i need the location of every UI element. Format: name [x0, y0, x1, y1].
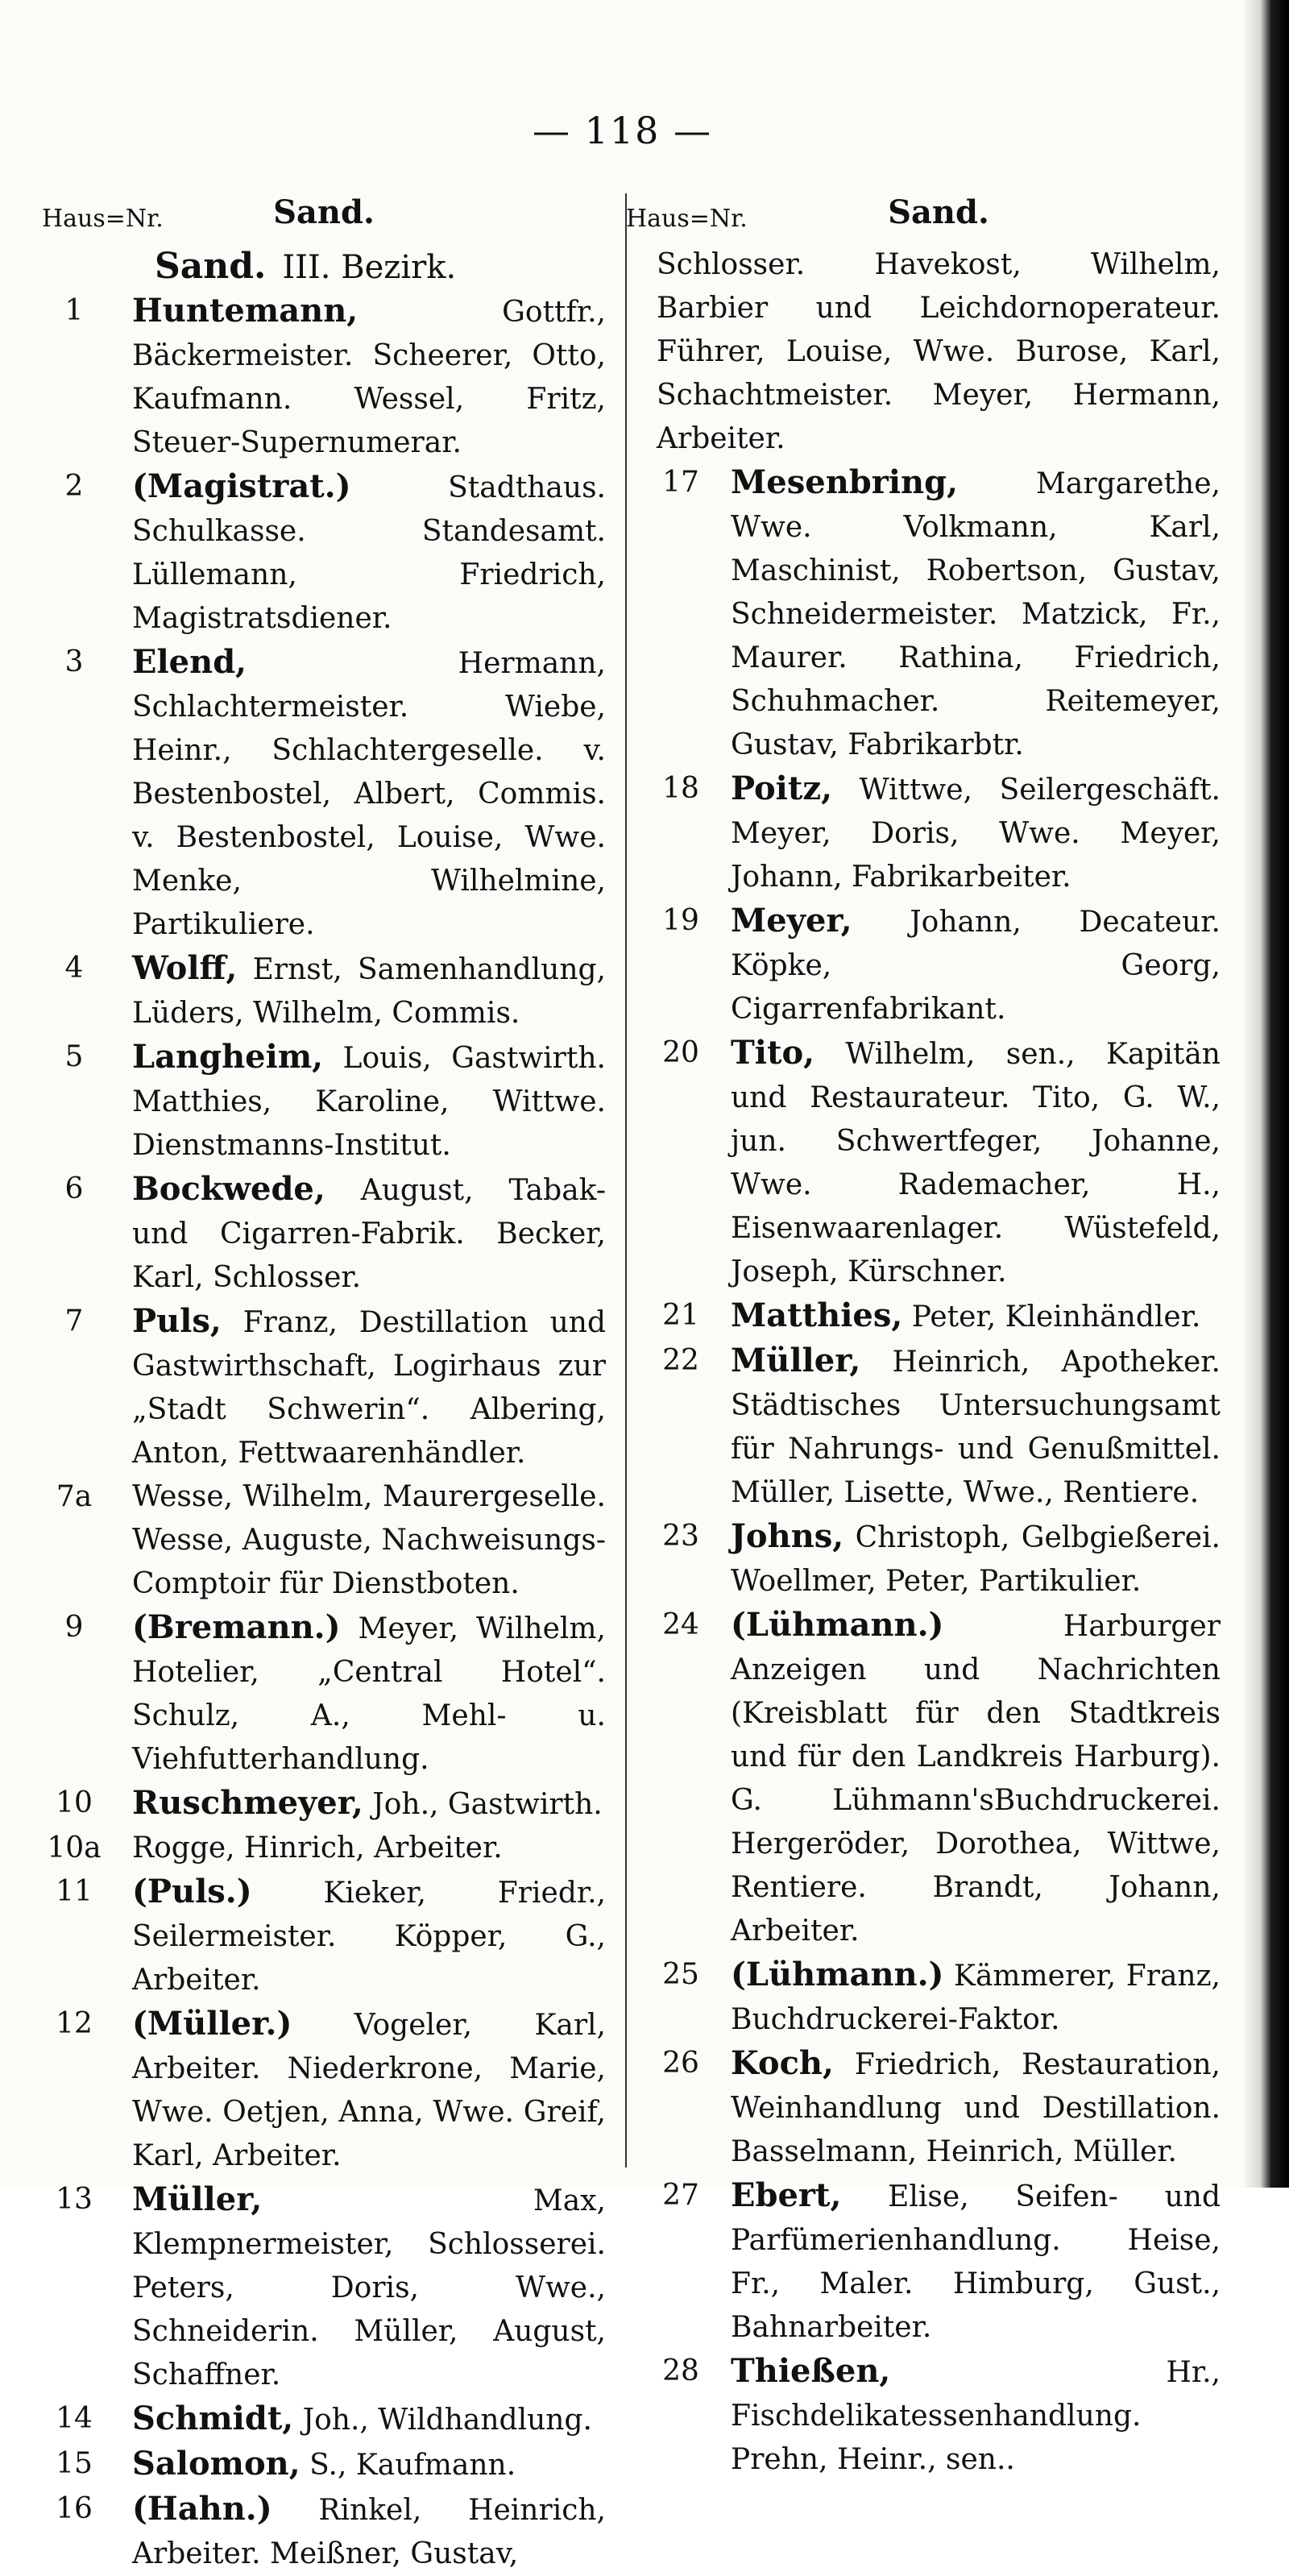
- directory-entry: [42, 1827, 606, 1870]
- entry-text: [132, 2397, 606, 2442]
- street-name: Sand.: [273, 193, 375, 231]
- house-number: 27: [662, 2179, 699, 2212]
- entry-text: [132, 289, 606, 465]
- house-number: 17: [662, 466, 699, 499]
- owner-name: Meyer,: [731, 902, 852, 940]
- house-number: 7a: [56, 1480, 93, 1513]
- house-number: 26: [662, 2047, 699, 2080]
- entry-text: [132, 465, 606, 641]
- page-number: — 118 —: [532, 109, 713, 152]
- residents-text: Joh., Gastwirth.: [363, 1788, 603, 1821]
- owner-name: (Lühmann.): [731, 1956, 944, 1993]
- entry-text: [731, 899, 1221, 1031]
- entry-text: [731, 2042, 1221, 2174]
- owner-name: Elend,: [132, 643, 247, 681]
- house-number: 4: [64, 952, 84, 985]
- owner-name: Bockwede,: [132, 1170, 325, 1208]
- directory-entry: [42, 641, 606, 947]
- entry-text: [731, 1603, 1221, 1953]
- entry-text: [657, 243, 1221, 461]
- residents-text: Ernst, Samenhandlung, Lüders, Wilhelm, Commis.: [132, 953, 606, 1030]
- residents-text: S., Kaufmann.: [300, 2449, 516, 2482]
- residents-text: Stadthaus. Schulkasse. Standesamt. Lüllemann, Friedrich, Magistratsdiener.: [132, 471, 606, 635]
- house-number: 5: [64, 1040, 84, 1073]
- residents-text: Hermann, Schlachtermeister. Wiebe, Heinr., Schlachtergeselle. v. Bestenbostel, Albert, Commis. v. Bestenbostel, Louise, Wwe. Menke, Wilhelmine, Partikuliere.: [132, 647, 606, 941]
- house-number: 12: [56, 2007, 93, 2040]
- district-number: III. Bezirk.: [282, 249, 457, 286]
- house-number: 23: [662, 1520, 699, 1553]
- owner-name: Puls,: [132, 1302, 222, 1340]
- directory-entry: [42, 2178, 606, 2397]
- residents-text: August, Tabak- und Cigarren-Fabrik. Becker, Karl, Schlosser.: [132, 1174, 606, 1294]
- entry-text: [132, 1827, 606, 1870]
- directory-entry: [42, 1168, 606, 1300]
- entry-text: [132, 641, 606, 947]
- left-column: [42, 193, 606, 2576]
- owner-name: Poitz,: [731, 769, 832, 807]
- entry-text: [731, 1339, 1221, 1515]
- directory-entry: [657, 1953, 1221, 2042]
- entry-text: [731, 2350, 1221, 2482]
- directory-entry: [42, 2487, 606, 2576]
- residents-text: Wittwe, Seilergeschäft. Meyer, Doris, Wwe. Meyer, Johann, Fabrikarbeiter.: [731, 774, 1221, 894]
- directory-entry: [657, 2042, 1221, 2174]
- residents-text: Franz, Destillation und Gastwirthschaft, Logirhaus zur „Stadt Schwerin“. Albering, Anton, Fettwaarenhändler.: [132, 1306, 606, 1470]
- directory-entry: [657, 1515, 1221, 1603]
- residents-text: Heinrich, Apotheker. Städtisches Untersuchungsamt für Nahrungs- und Genußmittel. Müller, Lisette, Wwe., Rentiere.: [731, 1346, 1221, 1509]
- owner-name: (Puls.): [132, 1873, 252, 1910]
- owner-name: Mesenbring,: [731, 463, 958, 501]
- residents-text: Christoph, Gelbgießerei. Woellmer, Peter, Partikulier.: [731, 1521, 1221, 1598]
- residents-text: Schlosser. Havekost, Wilhelm, Barbier und Leichdornoperateur. Führer, Louise, Wwe. Burose, Karl, Schachtmeister. Meyer, Hermann, Arbeiter.: [657, 248, 1221, 455]
- entry-text: [731, 2174, 1221, 2350]
- directory-entry: [657, 1603, 1221, 1953]
- directory-entry: [42, 2442, 606, 2487]
- owner-name: (Müller.): [132, 2005, 292, 2043]
- directory-entry: [657, 767, 1221, 899]
- directory-entry: [42, 289, 606, 465]
- entry-text: [132, 1782, 606, 1827]
- house-number-label: Haus=Nr.: [42, 205, 164, 233]
- residents-text: Wilhelm, sen., Kapitän und Restaurateur. Tito, G. W., jun. Schwertfeger, Johanne, Wwe. Rademacher, H., Eisenwaarenlager. Wüstefeld, Joseph, Kürschner.: [731, 1038, 1221, 1288]
- residents-text: Peter, Kleinhändler.: [902, 1300, 1201, 1334]
- owner-name: Johns,: [731, 1517, 844, 1555]
- owner-name: Ruschmeyer,: [132, 1784, 363, 1822]
- entry-text: [132, 2002, 606, 2178]
- entry-text: [731, 1294, 1221, 1339]
- directory-entry: [42, 2002, 606, 2178]
- directory-entry: [657, 2174, 1221, 2350]
- entry-text: [731, 461, 1221, 767]
- house-number: 16: [56, 2492, 93, 2525]
- residents-text: Joh., Wildhandlung.: [293, 2404, 592, 2437]
- residents-text: Rinkel, Heinrich, Arbeiter. Meißner, Gustav,: [132, 2494, 606, 2570]
- owner-name: Matthies,: [731, 1296, 903, 1334]
- directory-entry: [657, 1031, 1221, 1294]
- right-column: [626, 193, 1221, 2482]
- district-heading: [155, 245, 606, 289]
- directory-entry: [42, 1606, 606, 1782]
- owner-name: Thießen,: [731, 2352, 891, 2390]
- directory-entry: [657, 1339, 1221, 1515]
- owner-name: Salomon,: [132, 2445, 300, 2483]
- residents-text: Louis, Gastwirth. Matthies, Karoline, Wittwe. Dienstmanns-Institut.: [132, 1042, 606, 1162]
- owner-name: (Bremann.): [132, 1608, 341, 1646]
- residents-text: Harburger Anzeigen und Nachrichten (Kreisblatt für den Stadtkreis und für den Landkreis Harburg). G. Lühmann'sBuchdruckerei. Hergeröder, Dorothea, Wittwe, Rentiere. Brandt, Johann, Arbeiter.: [731, 1610, 1221, 1948]
- directory-entry: [42, 2397, 606, 2442]
- residents-text: Friedrich, Restauration, Weinhandlung und Destillation. Basselmann, Heinrich, Müller.: [731, 2048, 1221, 2168]
- directory-entry: [657, 2350, 1221, 2482]
- entry-text: [132, 1870, 606, 2002]
- house-number: 13: [56, 2183, 93, 2216]
- house-number: 20: [662, 1036, 699, 1069]
- directory-entry: [657, 461, 1221, 767]
- residents-text: Johann, Decateur. Köpke, Georg, Cigarrenfabrikant.: [731, 906, 1221, 1026]
- house-number: 10: [56, 1786, 93, 1819]
- directory-entry: [42, 1870, 606, 2002]
- owner-name: Müller,: [731, 1342, 861, 1379]
- house-number: 19: [662, 904, 699, 937]
- house-number: 3: [64, 645, 84, 678]
- column-header: [42, 193, 606, 243]
- entry-text: [132, 947, 606, 1035]
- residents-text: Hr., Fischdelikatessenhandlung. Prehn, Heinr., sen..: [731, 2356, 1221, 2476]
- owner-name: Ebert,: [731, 2176, 842, 2214]
- column-divider: [625, 193, 627, 2167]
- entry-text: [132, 1300, 606, 1475]
- house-number: 25: [662, 1958, 699, 1991]
- street-name: Sand.: [888, 193, 989, 231]
- house-number: 15: [56, 2447, 93, 2480]
- house-number: 28: [662, 2354, 699, 2387]
- residents-text: Margarethe, Wwe. Volkmann, Karl, Maschinist, Robertson, Gustav, Schneidermeister. Matzick, Fr., Maurer. Rathina, Friedrich, Schuhmacher. Reitemeyer, Gustav, Fabrikarbtr.: [731, 467, 1221, 761]
- directory-entry: [42, 947, 606, 1035]
- directory-entry: [42, 1475, 606, 1606]
- owner-name: (Lühmann.): [731, 1606, 944, 1644]
- entry-text: [132, 2178, 606, 2397]
- house-number: 1: [64, 294, 84, 327]
- directory-entry: [42, 1782, 606, 1827]
- entry-text: [731, 1031, 1221, 1294]
- entry-text: [132, 2442, 606, 2487]
- owner-name: Wolff,: [132, 949, 238, 987]
- residents-text: Max, Klempnermeister, Schlosserei. Peters, Doris, Wwe., Schneiderin. Müller, August, Schaffner.: [132, 2184, 606, 2391]
- house-number-label: Haus=Nr.: [626, 205, 748, 233]
- owner-name: Tito,: [731, 1034, 815, 1072]
- house-number: 11: [56, 1875, 93, 1908]
- residents-text: Gottfr., Bäckermeister. Scheerer, Otto, Kaufmann. Wessel, Fritz, Steuer-Supernumerar.: [132, 296, 606, 459]
- page-edge: [1245, 0, 1289, 2188]
- owner-name: Schmidt,: [132, 2400, 294, 2437]
- owner-name: (Magistrat.): [132, 467, 351, 505]
- residents-text: Vogeler, Karl, Arbeiter. Niederkrone, Marie, Wwe. Oetjen, Anna, Wwe. Greif, Karl, Arbeiter.: [132, 2009, 606, 2172]
- residents-text: Kieker, Friedr., Seilermeister. Köpper, G., Arbeiter.: [132, 1877, 606, 1997]
- house-number: 7: [64, 1305, 84, 1338]
- residents-text: Meyer, Wilhelm, Hotelier, „Central Hotel“. Schulz, A., Mehl- u. Viehfutterhandlung.: [132, 1612, 606, 1776]
- directory-entry: [657, 1294, 1221, 1339]
- directory-entry: [42, 1300, 606, 1475]
- left-entry-list: [42, 289, 606, 2576]
- residents-text: Rogge, Hinrich, Arbeiter.: [132, 1831, 503, 1865]
- house-number: 14: [56, 2402, 93, 2435]
- owner-name: Koch,: [731, 2044, 834, 2082]
- directory-entry: [657, 243, 1221, 461]
- owner-name: Langheim,: [132, 1038, 324, 1076]
- entry-text: [132, 1035, 606, 1168]
- house-number: 6: [64, 1172, 84, 1205]
- residents-text: Kämmerer, Franz, Buchdruckerei-Faktor.: [731, 1960, 1221, 2036]
- column-header: [626, 193, 1221, 243]
- house-number: 9: [64, 1611, 84, 1644]
- house-number: 22: [662, 1344, 699, 1377]
- house-number: 18: [662, 772, 699, 805]
- directory-entry: [42, 465, 606, 641]
- entry-text: [132, 1168, 606, 1300]
- district-street: Sand.: [155, 246, 267, 287]
- residents-text: Elise, Seifen- und Parfümerienhandlung. Heise, Fr., Maler. Himburg, Gust., Bahnarbeiter.: [731, 2180, 1221, 2344]
- residents-text: Wesse, Wilhelm, Maurergeselle. Wesse, Auguste, Nachweisungs-Comptoir für Dienstboten.: [132, 1480, 606, 1600]
- right-entry-list: [657, 243, 1221, 2482]
- owner-name: Müller,: [132, 2180, 263, 2218]
- owner-name: (Hahn.): [132, 2490, 272, 2528]
- house-number: 2: [64, 470, 84, 503]
- house-number: 10a: [47, 1831, 102, 1865]
- entry-text: [132, 2487, 606, 2576]
- entry-text: [731, 767, 1221, 899]
- owner-name: Huntemann,: [132, 292, 359, 330]
- entry-text: [132, 1606, 606, 1782]
- entry-text: [132, 1475, 606, 1606]
- entry-text: [731, 1515, 1221, 1603]
- house-number: 24: [662, 1608, 699, 1641]
- directory-entry: [657, 899, 1221, 1031]
- entry-text: [731, 1953, 1221, 2042]
- house-number: 21: [662, 1299, 699, 1332]
- directory-entry: [42, 1035, 606, 1168]
